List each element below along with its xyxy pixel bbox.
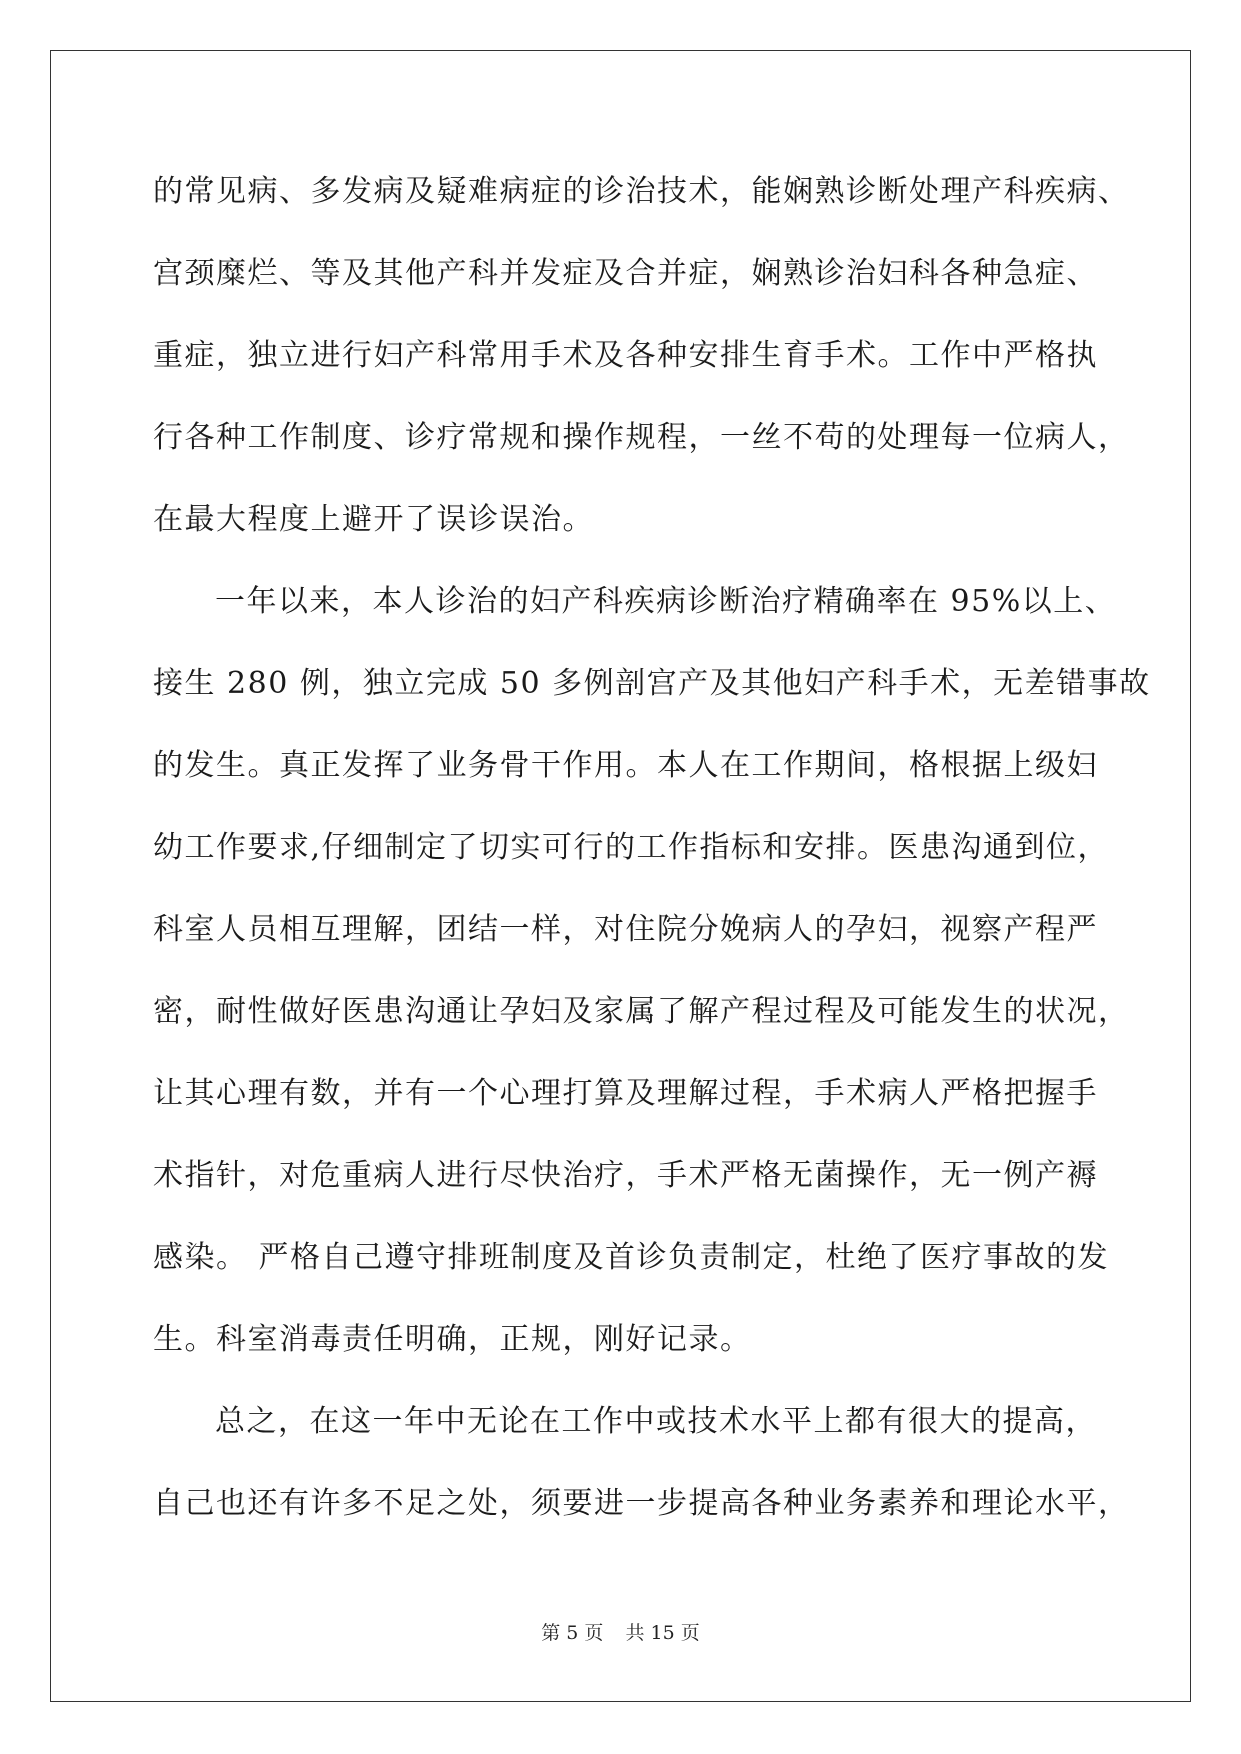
page-number: 第 5 页 <box>541 1622 604 1644</box>
page-total: 共 15 页 <box>625 1622 700 1644</box>
text-line: 在最大程度上避开了误诊误治。 <box>153 502 594 537</box>
text-line: 行各种工作制度、诊疗常规和操作规程，一丝不苟的处理每一位病人， <box>153 420 1130 455</box>
page-footer <box>0 1618 1241 1645</box>
text-line: 的常见病、多发病及疑难病症的诊治技术，能娴熟诊断处理产科疾病、 <box>153 174 1130 209</box>
text-line: 重症，独立进行妇产科常用手术及各种安排生育手术。工作中严格执 <box>153 338 1098 373</box>
text-line: 密，耐性做好医患沟通让孕妇及家属了解产程过程及可能发生的状况， <box>153 994 1130 1029</box>
text-line: 让其心理有数，并有一个心理打算及理解过程，手术病人严格把握手 <box>153 1076 1098 1111</box>
text-line: 术指针，对危重病人进行尽快治疗，手术严格无菌操作，无一例产褥 <box>153 1158 1098 1193</box>
text-line: 感染。 严格自己遵守排班制度及首诊负责制定，杜绝了医疗事故的发 <box>153 1240 1110 1275</box>
text-line: 幼工作要求,仔细制定了切实可行的工作指标和安排。医患沟通到位， <box>153 830 1110 865</box>
paragraph-first-line: 一年以来，本人诊治的妇产科疾病诊断治疗精确率在 95%以上、 <box>215 584 1117 619</box>
text-line: 科室人员相互理解，团结一样，对住院分娩病人的孕妇，视察产程严 <box>153 912 1098 947</box>
paragraph-first-line: 总之，在这一年中无论在工作中或技术水平上都有很大的提高， <box>215 1404 1097 1439</box>
text-line: 自己也还有许多不足之处，须要进一步提高各种业务素养和理论水平， <box>153 1486 1130 1521</box>
text-line: 接生 280 例，独立完成 50 多例剖宫产及其他妇产科手术，无差错事故 <box>153 666 1151 701</box>
document-body <box>153 160 1151 1554</box>
text-line: 的发生。真正发挥了业务骨干作用。本人在工作期间，格根据上级妇 <box>153 748 1098 783</box>
text-line: 生。科室消毒责任明确，正规，刚好记录。 <box>153 1322 752 1357</box>
text-line: 宫颈糜烂、等及其他产科并发症及合并症，娴熟诊治妇科各种急症、 <box>153 256 1098 291</box>
